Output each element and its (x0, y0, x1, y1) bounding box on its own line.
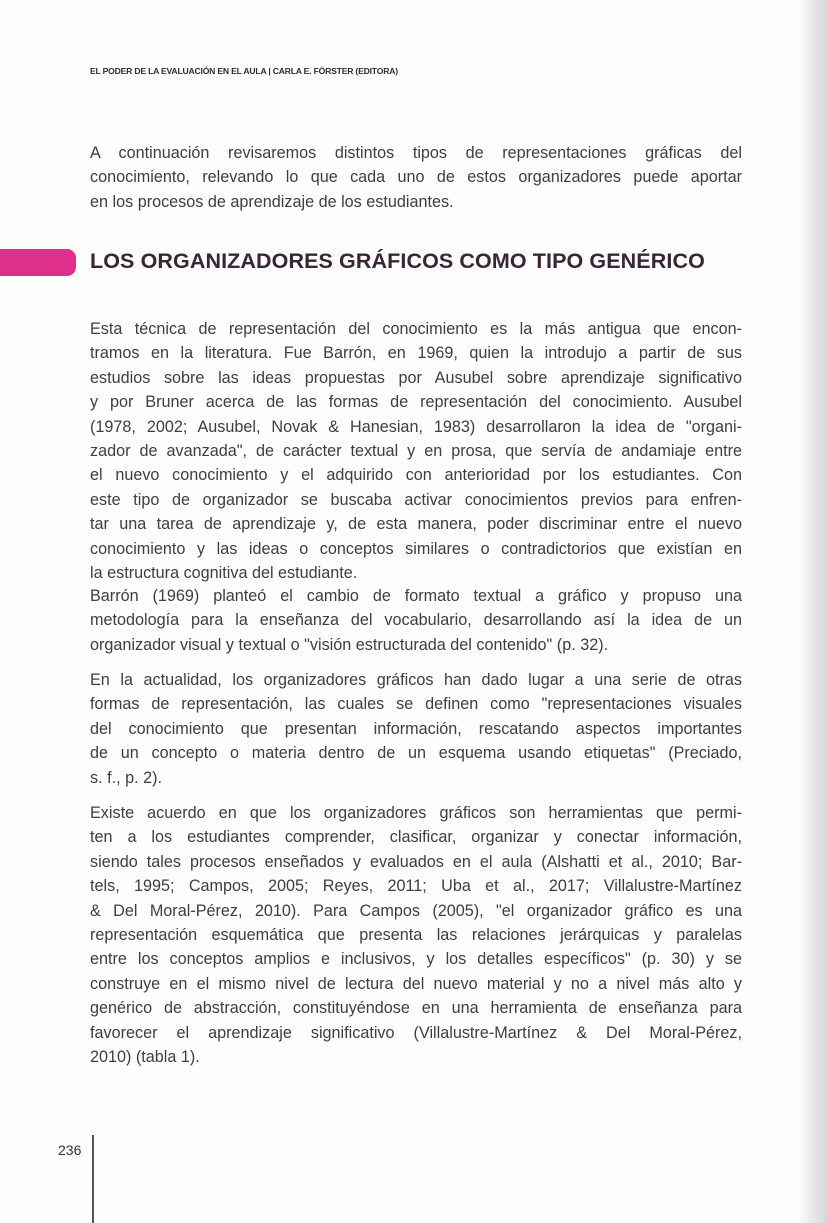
text-line: construye en el mismo nivel de lectura del nuevo material y no a nivel más alto y (90, 974, 742, 993)
text-line: En la actualidad, los organizadores gráficos han dado lugar a una serie de otras (90, 671, 742, 689)
text-line: formas de representación, las cuales se definen como "representaciones visuales (90, 695, 742, 714)
text-line: zador de avanzada", de carácter textual y en prosa, que servía de andamiaje entre (90, 441, 742, 460)
body-paragraph-1 (90, 317, 742, 585)
text-line: siendo tales procesos enseñados y evaluados en el aula (Alshatti et al., 2010; Bar- (90, 852, 742, 871)
text-line: conocimiento, relevando lo que cada uno de estos organizadores puede aportar (90, 168, 742, 187)
text-line: & Del Moral-Pérez, 2010). Para Campos (2005), "el organizador gráfico es una (90, 901, 742, 920)
page-number: 236 (58, 1142, 82, 1158)
text-line: y por Bruner acerca de las formas de representación del conocimiento. Ausubel (90, 393, 742, 412)
text-line: de un concepto o materia dentro de un esquema usando etiquetas" (Preciado, (90, 744, 742, 763)
body-paragraph-2 (90, 584, 742, 657)
footer-rule (92, 1135, 94, 1223)
text-line: Existe acuerdo en que los organizadores gráficos son herramientas que permi- (90, 804, 742, 822)
text-line: el nuevo conocimiento y el adquirido con anterioridad por los estudiantes. Con (90, 466, 742, 485)
section-heading: LOS ORGANIZADORES GRÁFICOS COMO TIPO GENÉRICO (90, 249, 705, 273)
text-line: tar una tarea de aprendizaje y, de esta manera, poder discriminar entre el nuevo (90, 515, 742, 534)
text-line: Barrón (1969) planteó el cambio de formato textual a gráfico y propuso una (90, 587, 742, 605)
text-line: conocimiento y las ideas o conceptos similares o contradictorios que existían en (90, 539, 742, 558)
text-line: este tipo de organizador se buscaba activar conocimientos previos para enfren- (90, 490, 742, 509)
text-line: 2010) (tabla 1). (90, 1047, 200, 1066)
text-line: entre los conceptos amplios e inclusivos, y los detalles específicos" (p. 30) y se (90, 950, 742, 969)
text-line: favorecer el aprendizaje significativo (Villalustre-Martínez & Del Moral-Pérez, (90, 1023, 742, 1042)
text-line: la estructura cognitiva del estudiante. (90, 563, 358, 582)
text-line: en los procesos de aprendizaje de los estudiantes. (90, 192, 454, 211)
section-marker-bar (0, 249, 76, 276)
text-line: representación esquemática que presenta las relaciones jerárquicas y paralelas (90, 925, 742, 944)
text-line: genérico de abstracción, constituyéndose en una herramienta de enseñanza para (90, 999, 742, 1018)
text-line: estudios sobre las ideas propuestas por Ausubel sobre aprendizaje significativo (90, 368, 742, 387)
text-line: metodología para la enseñanza del vocabulario, desarrollando así la idea de un (90, 611, 742, 630)
body-paragraph-4 (90, 801, 742, 1069)
text-line: Esta técnica de representación del conocimiento es la más antigua que encon- (90, 320, 742, 338)
scan-edge-shadow (798, 0, 828, 1223)
running-header: EL PODER DE LA EVALUACIÓN EN EL AULA | CARLA E. FÖRSTER (EDITORA) (90, 66, 398, 76)
text-line: s. f., p. 2). (90, 768, 162, 787)
text-line: A continuación revisaremos distintos tipos de representaciones gráficas del (90, 144, 742, 162)
intro-paragraph (90, 141, 742, 214)
text-line: tels, 1995; Campos, 2005; Reyes, 2011; Uba et al., 2017; Villalustre-Martínez (90, 877, 742, 896)
text-line: tramos en la literatura. Fue Barrón, en 1969, quien la introdujo a partir de sus (90, 344, 742, 363)
text-line: organizador visual y textual o "visión estructurada del contenido" (p. 32). (90, 635, 609, 654)
text-line: ten a los estudiantes comprender, clasificar, organizar y conectar información, (90, 828, 742, 847)
text-line: (1978, 2002; Ausubel, Novak & Hanesian, 1983) desarrollaron la idea de "organi- (90, 417, 742, 436)
text-line: del conocimiento que presentan información, rescatando aspectos importantes (90, 719, 742, 738)
body-paragraph-3 (90, 668, 742, 790)
